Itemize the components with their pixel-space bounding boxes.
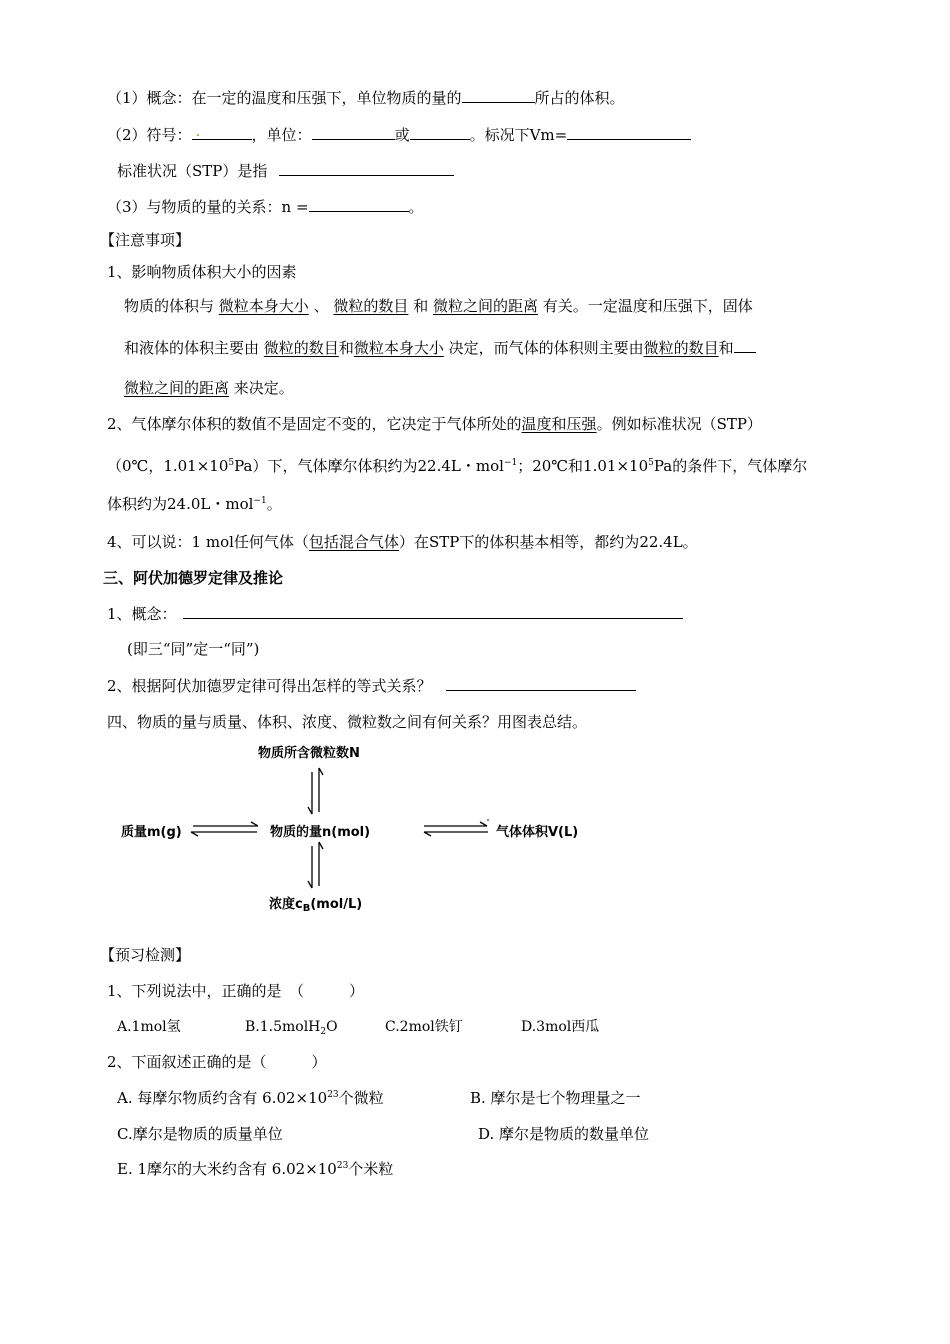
- diagram-bottom-text: 浓度c: [269, 897, 303, 912]
- note1b-text-2: 和: [338, 339, 354, 357]
- vm-stp-def-blank[interactable]: [279, 161, 454, 176]
- section4-title: 四、物质的量与质量、体积、浓度、微粒数之间有何关系？用图表总结。: [107, 713, 588, 731]
- vm-symbol-line: [107, 122, 691, 145]
- q2e-text-1: E. 1摩尔的大米约含有 6.02×10: [117, 1160, 337, 1178]
- note1a-text-4: 有关。一定温度和压强下，固体: [542, 297, 753, 315]
- vm-symbol-label: （2）符号：: [107, 126, 192, 144]
- avogadro-relation-text: 2、根据阿伏加德罗定律可得出怎样的等式关系？: [107, 677, 432, 695]
- arrow-bottom-pair: [308, 842, 323, 888]
- note4-text-1: 4、可以说：1 mol任何气体（: [107, 533, 309, 551]
- diagram-left-label: 质量m(g): [121, 825, 182, 840]
- note2b-sup-3: 5: [648, 458, 654, 468]
- vm-relation-blank[interactable]: [309, 197, 409, 212]
- vm-concept-blank[interactable]: [462, 88, 535, 103]
- vm-stp-def-text: 标准状况（STP）是指: [117, 162, 268, 180]
- note2c-sup: −1: [253, 496, 267, 506]
- note1c-text-1: 来决定。: [233, 379, 294, 397]
- q1-option-c[interactable]: C.2mol铁钉: [385, 1019, 463, 1035]
- note1b-text-1: 和液体的体积主要由: [124, 339, 260, 357]
- note1b-underline-1: 微粒的数目: [263, 339, 339, 357]
- q1-option-d[interactable]: D.3mol西瓜: [521, 1019, 600, 1035]
- avogadro-hint: (即三“同”定一“同”): [127, 640, 260, 658]
- diagram-bottom-sub: B: [302, 903, 311, 914]
- avogadro-heading: 三、阿伏加德罗定律及推论: [103, 569, 284, 587]
- note4-text-2: ）在STP下的体积基本相等，都约为22.4L。: [398, 533, 698, 551]
- note1b-underline-2: 微粒本身大小: [353, 339, 444, 357]
- note1b-text-4: 和: [718, 339, 734, 357]
- note2a-text-2: 。例如标准状况（STP）: [596, 415, 762, 433]
- note1a-underline-1: 微粒本身大小: [218, 297, 309, 315]
- q2a-text-1: A. 每摩尔物质约含有 6.02×10: [117, 1089, 328, 1107]
- note1a-text-3: 和: [413, 297, 429, 315]
- vm-stp-def-line: [117, 161, 454, 181]
- q2-option-b[interactable]: B. 摩尔是七个物理量之一: [470, 1089, 641, 1107]
- note4-line: [107, 532, 698, 552]
- note2c-text-2: 。: [266, 495, 282, 513]
- q2a-sup: 23: [327, 1090, 339, 1100]
- vm-relation-line: [107, 197, 424, 217]
- q2-option-e[interactable]: [117, 1159, 393, 1179]
- vm-concept-tail: 所占的体积。: [534, 89, 625, 107]
- note1-line-b: [124, 338, 756, 358]
- q2-option-a[interactable]: [117, 1088, 384, 1108]
- vm-relation-text: （3）与物质的量的关系：n =: [107, 198, 309, 216]
- note1-line-a: [124, 296, 753, 316]
- avogadro-concept-blank[interactable]: [183, 604, 683, 619]
- note1a-text-2: 、: [313, 297, 329, 315]
- q2-option-c[interactable]: C.摩尔是物质的质量单位: [117, 1125, 283, 1143]
- diagram-bottom-unit: (mol/L): [310, 897, 363, 912]
- note2-line-c: [107, 494, 282, 514]
- note4-underline: 包括混合气体: [308, 533, 399, 551]
- vm-symbol-dot: .: [195, 122, 201, 140]
- note2b-text-3: ；20℃和1.01×10: [517, 457, 649, 475]
- preview-heading: 【预习检测】: [100, 946, 191, 964]
- avogadro-relation-line: [107, 676, 636, 696]
- note1c-underline-1: 微粒之间的距离: [124, 379, 230, 397]
- vm-unit-blank-2[interactable]: [410, 125, 470, 140]
- vm-stp-blank[interactable]: [567, 125, 691, 140]
- diagram-center-label: 物质的量n(mol): [270, 825, 371, 840]
- q2e-sup: 23: [336, 1161, 349, 1171]
- note2b-sup-2: −1: [503, 458, 518, 468]
- diagram-top-label: 物质所含微粒数N: [258, 746, 360, 761]
- vm-concept-line: [107, 88, 625, 108]
- question-1: 1、下列说法中，正确的是 （ ）: [107, 982, 365, 1000]
- note1b-text-3: 决定，而气体的体积则主要由: [448, 339, 644, 357]
- note1-title: 1、影响物质体积大小的因素: [107, 263, 297, 281]
- q1-option-b-tail: O: [326, 1019, 338, 1035]
- q1-option-a[interactable]: A.1mol氢: [117, 1019, 181, 1035]
- avogadro-relation-blank[interactable]: [446, 676, 636, 691]
- note1a-underline-2: 微粒的数目: [333, 297, 409, 315]
- vm-unit-blank-1[interactable]: [312, 125, 395, 140]
- q1-option-b[interactable]: [245, 1017, 385, 1037]
- question-2: 2、下面叙述正确的是（ ）: [107, 1053, 327, 1071]
- question-1-options: [117, 1017, 599, 1037]
- q2a-text-2: 个微粒: [338, 1089, 384, 1107]
- note1a-underline-3: 微粒之间的距离: [432, 297, 538, 315]
- note2a-underline: 温度和压强: [521, 415, 597, 433]
- note2-line-a: [107, 414, 762, 434]
- notes-heading: 【注意事项】: [100, 231, 191, 249]
- note1b-underline-3: 微粒的数目: [643, 339, 719, 357]
- arrow-right-pair: [424, 822, 488, 836]
- diagram-right-label: 气体体积V(L): [496, 825, 579, 840]
- note1b-trailing-blank: [734, 338, 756, 353]
- note2b-text-1: （0℃，1.01×10: [107, 457, 229, 475]
- arrow-top-pair: [308, 768, 323, 814]
- vm-stp-label: 。标况下Vm=: [469, 126, 568, 144]
- note2b-text-4: Pa的条件下，气体摩尔: [653, 457, 808, 475]
- note2b-text-2: Pa）下，气体摩尔体积约为22.4L・mol: [234, 457, 504, 475]
- vm-symbol-blank[interactable]: [192, 122, 252, 140]
- q2-option-d[interactable]: D. 摩尔是物质的数量单位: [478, 1125, 650, 1143]
- vm-unit-label: ，单位：: [251, 126, 312, 144]
- q1-option-b-text: B.1.5molH: [245, 1019, 321, 1035]
- note2c-text-1: 体积约为24.0L・mol: [107, 495, 254, 513]
- q2e-text-2: 个米粒: [348, 1160, 394, 1178]
- vm-relation-tail: 。: [408, 198, 424, 216]
- avogadro-concept-line: [107, 604, 683, 624]
- note2-line-b: [107, 456, 807, 476]
- note2a-text-1: 2、气体摩尔体积的数值不是固定不变的，它决定于气体所处的: [107, 415, 522, 433]
- vm-or-label: 或: [394, 126, 410, 144]
- avogadro-concept-label: 1、概念：: [107, 605, 177, 623]
- diagram-bottom-label: [269, 893, 362, 912]
- note1a-text-1: 物质的体积与: [124, 297, 215, 315]
- note1-line-c: [124, 378, 294, 398]
- vm-concept-text: （1）概念：在一定的温度和压强下，单位物质的量的: [107, 89, 462, 107]
- arrow-left-pair: [191, 822, 258, 836]
- q1-option-b-sub: 2: [320, 1027, 327, 1037]
- note2b-sup-1: 5: [228, 458, 235, 468]
